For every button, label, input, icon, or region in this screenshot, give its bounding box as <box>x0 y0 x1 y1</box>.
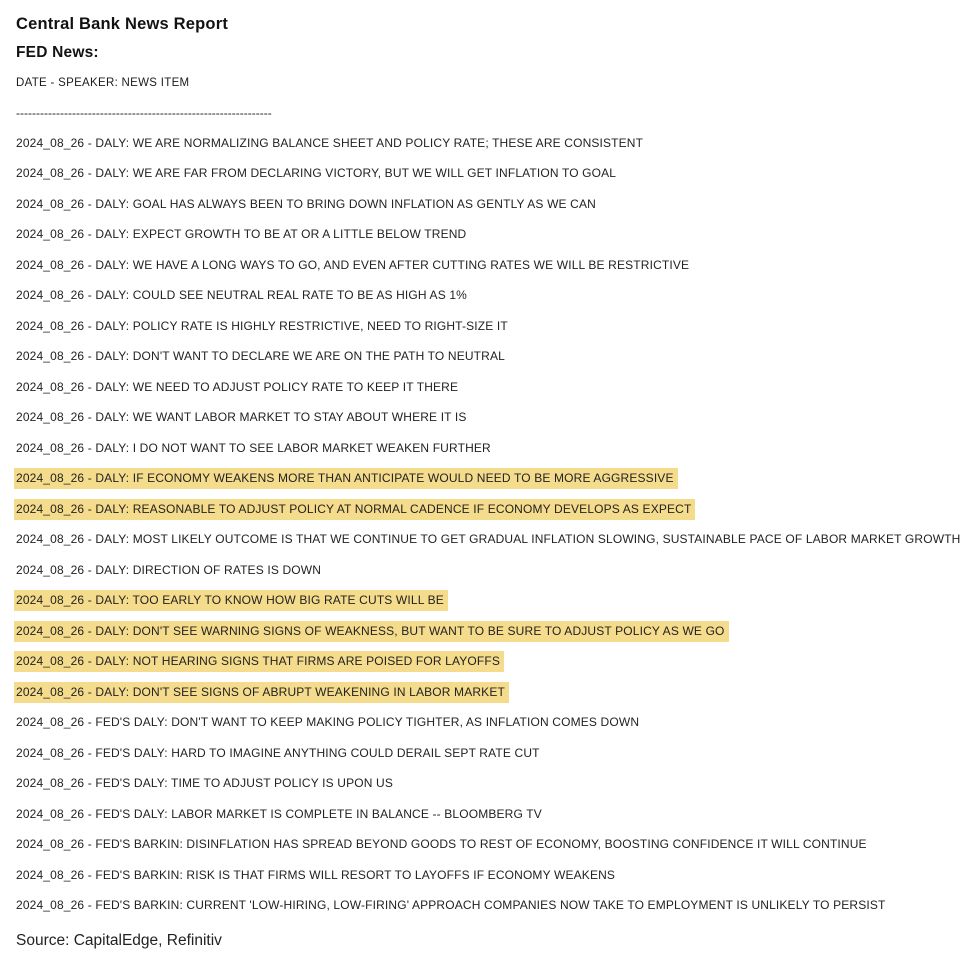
news-item-row <box>16 677 965 708</box>
news-item-text: 2024_08_26 - DALY: REASONABLE TO ADJUST POLICY AT NORMAL CADENCE IF ECONOMY DEVELOPS AS EXPECT <box>14 499 695 520</box>
news-item-text: 2024_08_26 - DALY: WE WANT LABOR MARKET TO STAY ABOUT WHERE IT IS <box>16 410 467 425</box>
news-item-text: 2024_08_26 - DALY: EXPECT GROWTH TO BE AT OR A LITTLE BELOW TREND <box>16 227 467 242</box>
news-item-row <box>16 830 965 861</box>
news-item-text: 2024_08_26 - DALY: DON'T WANT TO DECLARE WE ARE ON THE PATH TO NEUTRAL <box>16 349 505 364</box>
news-item-row <box>16 708 965 739</box>
news-item-text: 2024_08_26 - DALY: COULD SEE NEUTRAL REAL RATE TO BE AS HIGH AS 1% <box>16 288 467 303</box>
news-item-text: 2024_08_26 - DALY: MOST LIKELY OUTCOME IS THAT WE CONTINUE TO GET GRADUAL INFLATION SLOWING, SUSTAINABLE PACE OF LABOR MARKET GROWTH <box>16 532 961 547</box>
page-title: Central Bank News Report <box>16 15 229 33</box>
news-item-row <box>16 372 965 403</box>
news-item-row <box>16 464 965 495</box>
news-item-row <box>16 281 965 312</box>
news-item-text: 2024_08_26 - FED'S BARKIN: CURRENT 'LOW-HIRING, LOW-FIRING' APPROACH COMPANIES NOW TAKE TO EMPLOYMENT IS UNLIKELY TO PERSIST <box>16 898 886 913</box>
news-item-row <box>16 403 965 434</box>
news-item-text: 2024_08_26 - FED'S DALY: LABOR MARKET IS COMPLETE IN BALANCE -- BLOOMBERG TV <box>16 806 542 821</box>
news-item-text: 2024_08_26 - DALY: WE HAVE A LONG WAYS TO GO, AND EVEN AFTER CUTTING RATES WE WILL BE RESTRICTIVE <box>16 257 690 272</box>
news-item-row <box>16 494 965 525</box>
news-item-row <box>16 220 965 251</box>
news-item-text: 2024_08_26 - DALY: NOT HEARING SIGNS THAT FIRMS ARE POISED FOR LAYOFFS <box>14 651 504 672</box>
news-item-row <box>16 189 965 220</box>
source-line: Source: CapitalEdge, Refinitiv <box>16 932 222 949</box>
news-item-row <box>16 555 965 586</box>
news-item-row <box>16 860 965 891</box>
news-item-text: 2024_08_26 - FED'S DALY: DON'T WANT TO KEEP MAKING POLICY TIGHTER, AS INFLATION COMES DOWN <box>16 715 640 730</box>
news-item-text: 2024_08_26 - DALY: POLICY RATE IS HIGHLY RESTRICTIVE, NEED TO RIGHT-SIZE IT <box>16 318 508 333</box>
news-item-text: 2024_08_26 - DALY: WE NEED TO ADJUST POLICY RATE TO KEEP IT THERE <box>16 379 459 394</box>
news-list <box>16 128 965 921</box>
news-item-text: 2024_08_26 - DALY: IF ECONOMY WEAKENS MORE THAN ANTICIPATE WOULD NEED TO BE MORE AGGRESSIVE <box>14 468 678 489</box>
news-item-text: 2024_08_26 - DALY: WE ARE NORMALIZING BALANCE SHEET AND POLICY RATE; THESE ARE CONSISTENT <box>16 135 644 150</box>
news-item-text: 2024_08_26 - DALY: I DO NOT WANT TO SEE LABOR MARKET WEAKEN FURTHER <box>16 440 491 455</box>
news-item-row <box>16 586 965 617</box>
news-item-row <box>16 525 965 556</box>
news-item-row <box>16 616 965 647</box>
news-item-row <box>16 342 965 373</box>
news-item-text: 2024_08_26 - DALY: TOO EARLY TO KNOW HOW BIG RATE CUTS WILL BE <box>14 590 448 611</box>
news-item-row <box>16 799 965 830</box>
news-item-row <box>16 891 965 922</box>
news-item-row <box>16 738 965 769</box>
news-item-row <box>16 128 965 159</box>
news-item-text: 2024_08_26 - FED'S BARKIN: RISK IS THAT FIRMS WILL RESORT TO LAYOFFS IF ECONOMY WEAKENS <box>16 867 616 882</box>
news-item-row <box>16 159 965 190</box>
news-item-text: 2024_08_26 - DALY: WE ARE FAR FROM DECLARING VICTORY, BUT WE WILL GET INFLATION TO GOAL <box>16 166 617 181</box>
column-header: DATE - SPEAKER: NEWS ITEM <box>16 77 190 89</box>
section-heading: FED News: <box>16 44 99 61</box>
news-item-row <box>16 311 965 342</box>
news-item-text: 2024_08_26 - DALY: DON'T SEE WARNING SIGNS OF WEAKNESS, BUT WANT TO BE SURE TO ADJUST POLICY AS WE GO <box>14 621 729 642</box>
news-item-row <box>16 647 965 678</box>
news-item-row <box>16 769 965 800</box>
news-item-text: 2024_08_26 - FED'S BARKIN: DISINFLATION HAS SPREAD BEYOND GOODS TO REST OF ECONOMY, BOOSTING CONFIDENCE IT WILL CONTINUE <box>16 837 867 852</box>
news-item-text: 2024_08_26 - FED'S DALY: HARD TO IMAGINE ANYTHING COULD DERAIL SEPT RATE CUT <box>16 745 540 760</box>
separator-dashes: ---------------------------------------------------------------- <box>16 106 272 120</box>
news-item-text: 2024_08_26 - DALY: GOAL HAS ALWAYS BEEN TO BRING DOWN INFLATION AS GENTLY AS WE CAN <box>16 196 596 211</box>
news-item-text: 2024_08_26 - DALY: DON'T SEE SIGNS OF ABRUPT WEAKENING IN LABOR MARKET <box>14 682 509 703</box>
news-item-row <box>16 250 965 281</box>
news-item-text: 2024_08_26 - DALY: DIRECTION OF RATES IS DOWN <box>16 562 322 577</box>
news-item-text: 2024_08_26 - FED'S DALY: TIME TO ADJUST POLICY IS UPON US <box>16 776 393 791</box>
news-item-row <box>16 433 965 464</box>
